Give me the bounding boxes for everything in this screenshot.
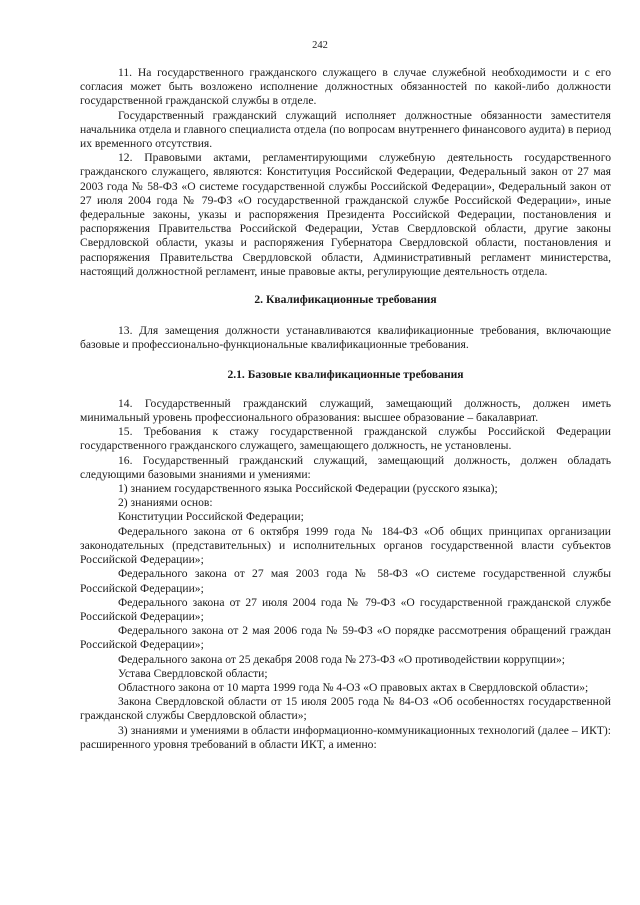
law-item-184fz: Федерального закона от 6 октября 1999 года № 184-ФЗ «Об общих принципах организации законодательных (представительных) и исполнительных органов государственной власти субъектов Российской Федерации»; [80, 524, 611, 567]
law-item-84oz: Закона Свердловской области от 15 июля 2005 года № 84-ОЗ «Об особенностях государственной гражданской службы Свердловской области»; [80, 695, 611, 723]
law-item-273fz: Федерального закона от 25 декабря 2008 года № 273-ФЗ «О противодействии коррупции»; [118, 652, 566, 666]
list-item-ict: 3) знаниями и умениями в области информационно-коммуникационных технологий (далее – ИКТ): расширенного уровня требований в области ИКТ, а именно: [80, 723, 611, 751]
list-item-basics: 2) знаниями основ: [118, 496, 213, 510]
law-item-constitution: Конституции Российской Федерации; [118, 510, 304, 524]
paragraph-14: 14. Государственный гражданский служащий, замещающий должность, должен иметь минимальный уровень профессионального образования: высшее образование – бакалавриат. [80, 396, 611, 425]
paragraph-16: 16. Государственный гражданский служащий, замещающий должность, должен обладать следующими базовыми знаниями и умениями: [80, 453, 611, 481]
paragraph-substitution: Государственный гражданский служащий исполняет должностные обязанности заместителя начальника отдела и главного специалиста отдела (по вопросам внутреннего финансового аудита) в период их временного отсутствия. [80, 108, 611, 151]
document-body [80, 66, 611, 752]
page-number: 242 [312, 40, 328, 51]
paragraph-12: 12. Правовыми актами, регламентирующими служебную деятельность государственного гражданского служащего, являются: Конституция Российской Федерации, Федеральный закон от 27 мая 2003 года № 58-ФЗ «О системе государственной службы Российской Федерации», Федеральный закон от 27 июля 2004 года № 79-ФЗ «О государственной гражданской службе Российской Федерации», иные федеральные законы, указы и распоряжения Президента Российской Федерации, постановления и распоряжения Правительства Российской Федерации, Устав Свердловской области, другие законы Свердловской области, указы и распоряжения Губернатора Свердловской области, постановления и распоряжения Правительства Свердловской области, Административный регламент министерства, настоящий должностной регламент, иные правовые акты, регулирующие деятельность отдела. [80, 151, 611, 278]
paragraph-13: 13. Для замещения должности устанавливаются квалификационные требования, включающие базовые и профессионально-функциональные квалификационные требования. [80, 324, 611, 352]
law-item-4oz: Областного закона от 10 марта 1999 года № 4-ОЗ «О правовых актах в Свердловской области»; [118, 680, 589, 694]
law-item-58fz: Федерального закона от 27 мая 2003 года № 58-ФЗ «О системе государственной службы Российской Федерации»; [80, 567, 611, 595]
subsection-heading-2-1: 2.1. Базовые квалификационные требования [227, 367, 464, 381]
list-item-language: 1) знанием государственного языка Российской Федерации (русского языка); [118, 482, 498, 496]
law-item-charter: Устава Свердловской области; [118, 666, 268, 680]
section-heading-2: 2. Квалификационные требования [254, 293, 437, 307]
paragraph-15: 15. Требования к стажу государственной гражданской службы Российской Федерации государственного гражданского служащего, замещающего должность, не установлены. [80, 425, 611, 453]
law-item-59fz: Федерального закона от 2 мая 2006 года № 59-ФЗ «О порядке рассмотрения обращений граждан Российской Федерации»; [80, 624, 611, 652]
law-item-79fz: Федерального закона от 27 июля 2004 года № 79-ФЗ «О государственной гражданской службе Российской Федерации»; [80, 595, 611, 623]
paragraph-11: 11. На государственного гражданского служащего в случае служебной необходимости и с его согласия может быть возложено исполнение должностных обязанностей по какой-либо должности государственной гражданской службы в отделе. [80, 66, 611, 108]
